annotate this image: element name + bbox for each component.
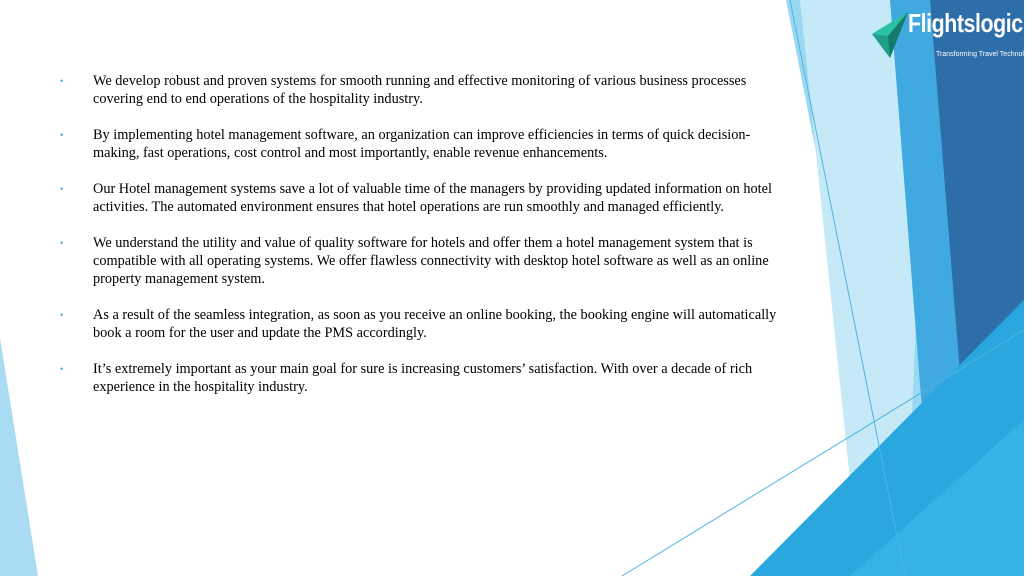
bullet-text: As a result of the seamless integration, as soon as you receive an online booking, the booking engine will automatically book a room for the user and update the PMS accordingly. <box>93 307 777 341</box>
bullet-marker: • <box>60 310 64 320</box>
bullet-text: We understand the utility and value of quality software for hotels and offer them a hotel management system that is compatible with all operating systems. We offer flawless connectivity with desktop hotel software as well as an online property management system. <box>93 235 769 287</box>
logo-tagline: Transforming Travel Technology <box>936 51 1035 58</box>
bullet-text: Our Hotel management systems save a lot of valuable time of the managers by providing updated information on hotel activities. The automated environment ensures that hotel operations are run smoothly and managed efficiently. <box>93 181 772 215</box>
bullet-marker: • <box>60 130 64 140</box>
list-item <box>60 306 780 342</box>
bullet-list <box>60 72 780 396</box>
bullet-text: We develop robust and proven systems for smooth running and effective monitoring of various business processes covering end to end operations of the hospitality industry. <box>93 73 747 107</box>
bullet-marker: • <box>60 76 64 86</box>
list-item <box>60 360 780 396</box>
list-item <box>60 72 780 108</box>
left-edge-triangle <box>0 338 38 576</box>
bullet-marker: • <box>60 184 64 194</box>
company-logo <box>870 6 1035 64</box>
bullet-marker: • <box>60 364 64 374</box>
bullet-text: By implementing hotel management software, an organization can improve efficiencies in terms of quick decision-making, fast operations, cost control and most importantly, enable revenue enhancements. <box>93 127 751 161</box>
list-item <box>60 126 780 162</box>
list-item <box>60 180 780 216</box>
list-item <box>60 234 780 288</box>
bullet-content <box>60 72 780 414</box>
logo-wordmark: Flightslogic <box>908 8 1023 38</box>
paper-plane-icon <box>870 6 910 62</box>
bullet-text: It’s extremely important as your main goal for sure is increasing customers’ satisfaction. With over a decade of rich experience in the hospitality industry. <box>93 361 753 395</box>
bullet-marker: • <box>60 238 64 248</box>
